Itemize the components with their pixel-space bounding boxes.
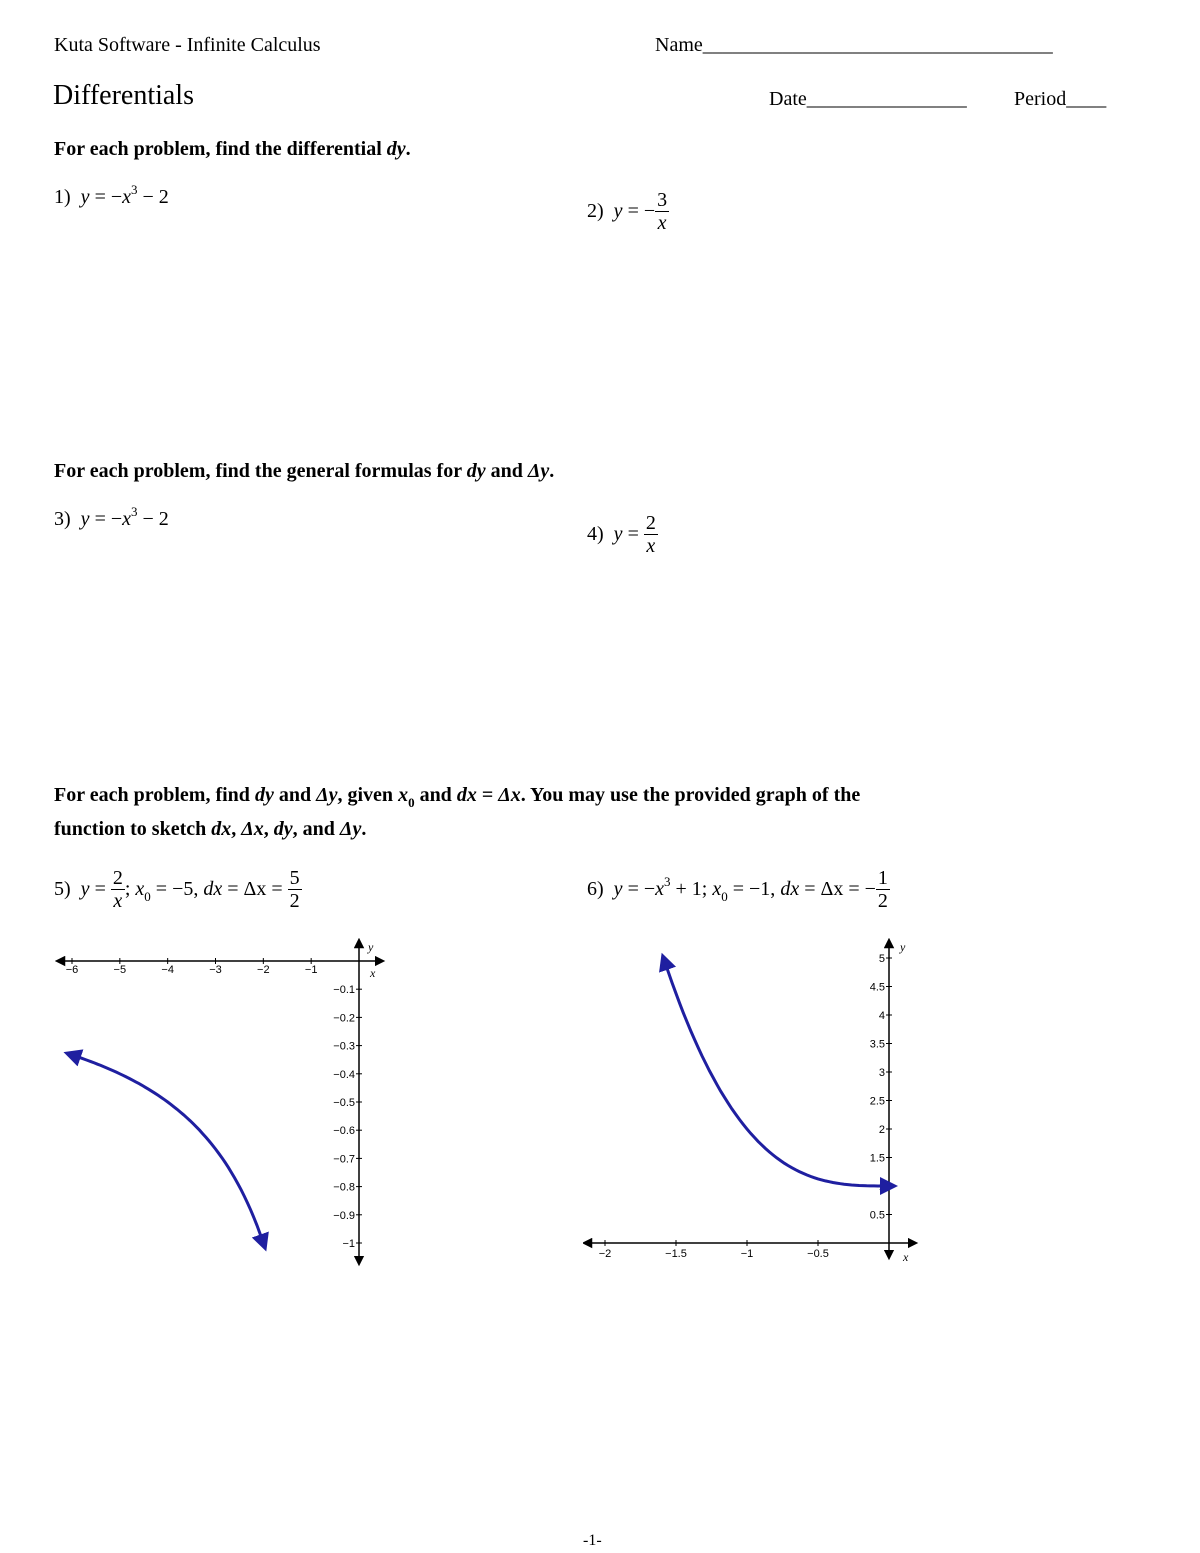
section-3-instruction-line-1: For each problem, find dy and Δy, given $x_0$ and dx = Δx. You may use the provided graph of the bbox=[54, 784, 861, 810]
y-tick-label: 0.5 bbox=[869, 1209, 885, 1222]
y-tick-label: −0.2 bbox=[333, 1012, 355, 1025]
y-tick-label: 4.5 bbox=[869, 981, 885, 994]
y-tick-label: 1.5 bbox=[869, 1152, 885, 1165]
y-tick-label: −0.5 bbox=[333, 1097, 355, 1109]
y-tick-label: −0.7 bbox=[333, 1153, 355, 1166]
name-field: Name___________________________________ bbox=[655, 34, 1053, 56]
y-tick-label: −0.1 bbox=[333, 984, 355, 997]
x-tick-label: −1 bbox=[740, 1248, 754, 1260]
x-tick-label: −0.5 bbox=[807, 1248, 829, 1260]
problem-6: 6) $y = -x^3 + 1$; $x_0 = -1$, dx = Δx = − $\frac{1}{2}$ bbox=[587, 867, 888, 912]
x-tick-label: −4 bbox=[161, 964, 174, 976]
problem-2: 2) y = − $\frac{3}{x}$ bbox=[587, 189, 668, 234]
y-tick-label: −0.3 bbox=[333, 1040, 355, 1053]
page-title: Differentials bbox=[53, 80, 194, 111]
y-axis-label: y bbox=[900, 940, 906, 954]
x-tick-label: −6 bbox=[65, 964, 79, 976]
curve-neg-x-cubed-plus-1 bbox=[665, 961, 889, 1186]
x-axis-label: x bbox=[903, 1250, 909, 1264]
y-tick-label: −0.4 bbox=[333, 1068, 355, 1081]
x-tick-label: −5 bbox=[113, 964, 127, 976]
publisher-label: Kuta Software - Infinite Calculus bbox=[54, 34, 321, 56]
x-tick-label: −3 bbox=[209, 964, 222, 976]
y-tick-label: −1 bbox=[342, 1238, 355, 1250]
x-axis-label: x bbox=[370, 966, 376, 980]
graph-problem-6 bbox=[583, 935, 923, 1270]
section-3-instruction-line-2: function to sketch dx, Δx, dy, and Δy. bbox=[54, 818, 367, 840]
problem-5: 5) y = $\frac{2}{x}$ ; $x_0 = -5$, dx = Δx = $\frac{5}{2}$ bbox=[54, 867, 300, 912]
y-tick-label: 5 bbox=[878, 953, 885, 965]
y-tick-label: 2.5 bbox=[869, 1095, 885, 1108]
y-axis-label: y bbox=[368, 940, 374, 954]
x-tick-label: −1 bbox=[304, 964, 318, 976]
x-tick-label: −2 bbox=[257, 964, 270, 976]
date-field: Date________________ bbox=[769, 88, 967, 110]
section-1-instruction: For each problem, find the differential dy. bbox=[54, 138, 411, 160]
y-tick-label: 4 bbox=[878, 1010, 885, 1022]
y-tick-label: 3 bbox=[878, 1067, 885, 1079]
y-tick-label: −0.8 bbox=[333, 1181, 355, 1194]
graph-problem-5 bbox=[50, 935, 390, 1270]
period-field: Period____ bbox=[1014, 88, 1107, 110]
curve-y-2-over-x bbox=[72, 1055, 263, 1243]
section-2-instruction: For each problem, find the general formulas for dy and Δy. bbox=[54, 460, 555, 482]
problem-4: 4) y = $\frac{2}{x}$ bbox=[587, 512, 656, 557]
problem-3: 3) $y = -x^3 - 2$ bbox=[54, 504, 169, 530]
y-tick-label: −0.9 bbox=[333, 1209, 355, 1222]
y-tick-label: 1 bbox=[878, 1181, 885, 1193]
x-tick-label: −2 bbox=[598, 1248, 612, 1260]
x-tick-label: −1.5 bbox=[665, 1248, 687, 1260]
page-number: -1- bbox=[583, 1532, 602, 1549]
y-tick-label: 2 bbox=[878, 1124, 885, 1136]
y-tick-label: 3.5 bbox=[869, 1038, 885, 1051]
problem-1: 1) $y = -x^3 - 2$ bbox=[54, 182, 169, 208]
y-tick-label: −0.6 bbox=[333, 1125, 355, 1138]
